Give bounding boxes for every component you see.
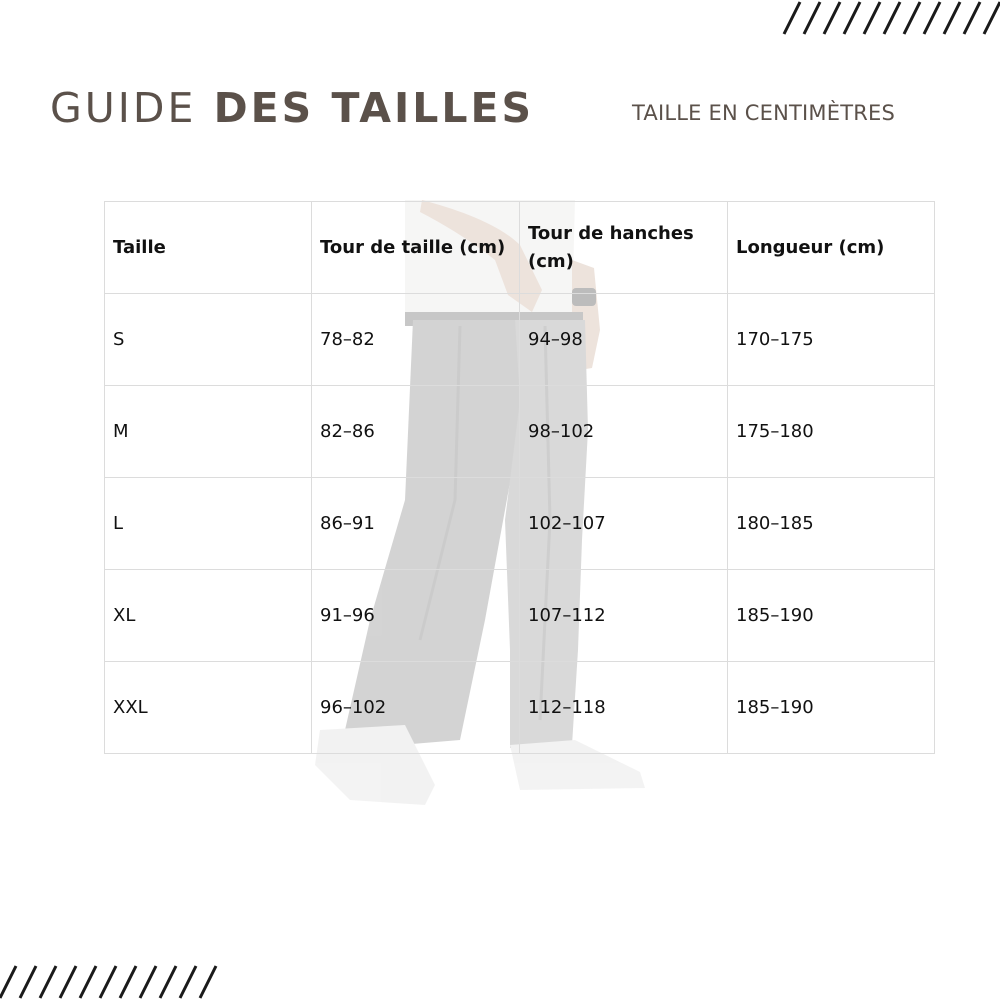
cell-waist: 78–82: [312, 294, 520, 386]
cell-hips: 107–112: [520, 570, 728, 662]
unit-subtitle: TAILLE EN CENTIMÈTRES: [632, 101, 896, 125]
cell-size: S: [105, 294, 312, 386]
cell-waist: 82–86: [312, 386, 520, 478]
cell-waist: 86–91: [312, 478, 520, 570]
cell-size: L: [105, 478, 312, 570]
cell-waist: 96–102: [312, 662, 520, 754]
header-hips: Tour de hanches (cm): [520, 202, 728, 294]
cell-length: 180–185: [728, 478, 935, 570]
cell-length: 175–180: [728, 386, 935, 478]
cell-waist: 91–96: [312, 570, 520, 662]
cell-hips: 102–107: [520, 478, 728, 570]
cell-size: M: [105, 386, 312, 478]
table-row: [105, 386, 935, 478]
size-guide-table: [104, 201, 935, 754]
cell-length: 185–190: [728, 570, 935, 662]
table-header-row: [105, 202, 935, 294]
diagonal-stripes-top-decoration: [776, 0, 1000, 36]
header-size: Taille: [105, 202, 312, 294]
table-row: [105, 478, 935, 570]
cell-hips: 98–102: [520, 386, 728, 478]
cell-size: XXL: [105, 662, 312, 754]
table-row: [105, 294, 935, 386]
title-bold-part: DES TAILLES: [213, 84, 535, 132]
cell-hips: 94–98: [520, 294, 728, 386]
table-row: [105, 662, 935, 754]
cell-length: 185–190: [728, 662, 935, 754]
diagonal-stripes-bottom-decoration: [0, 964, 222, 1000]
cell-hips: 112–118: [520, 662, 728, 754]
header-length: Longueur (cm): [728, 202, 935, 294]
table-row: [105, 570, 935, 662]
header-waist: Tour de taille (cm): [312, 202, 520, 294]
page-title: [50, 84, 534, 132]
title-light-part: GUIDE: [50, 84, 197, 132]
cell-size: XL: [105, 570, 312, 662]
cell-length: 170–175: [728, 294, 935, 386]
